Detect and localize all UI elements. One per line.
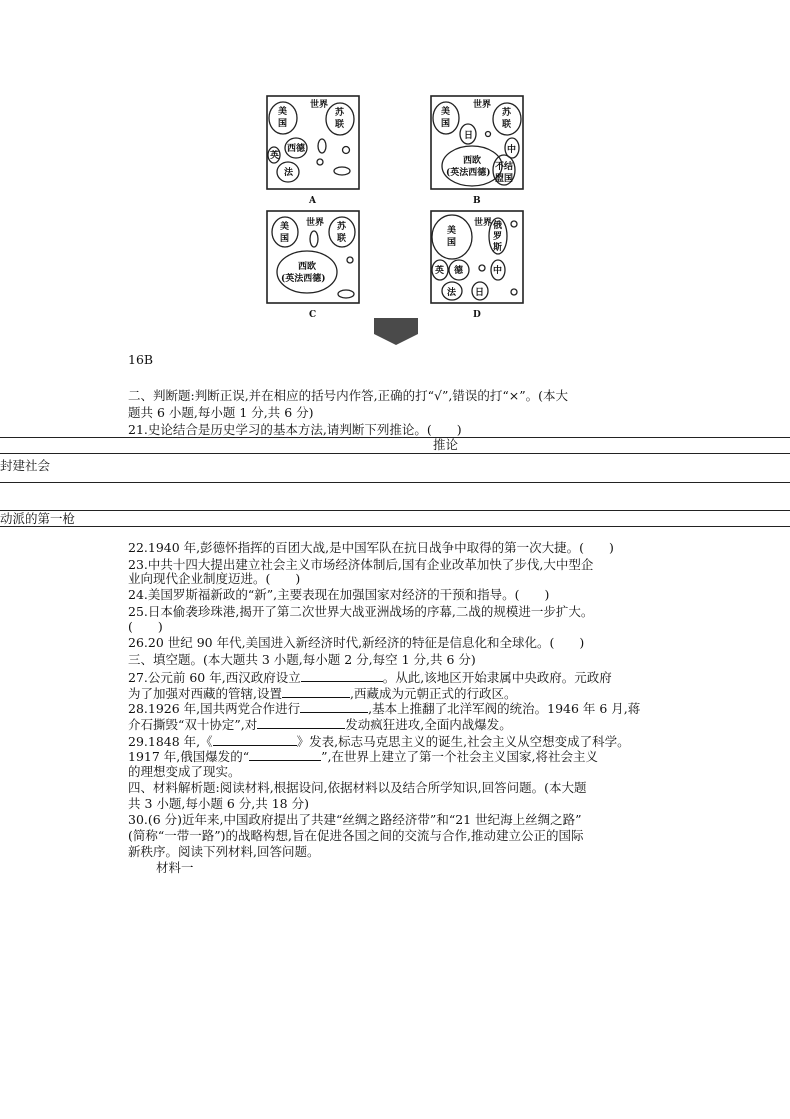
table-rule — [0, 437, 790, 438]
panel-d-germany-label: 德 — [454, 266, 464, 276]
question-29-line-2 — [128, 748, 598, 765]
panel-a-ussr-label-2: 联 — [335, 120, 345, 130]
world-pattern-diagram — [262, 92, 532, 322]
panel-a-ussr-label-1: 苏 — [335, 108, 345, 118]
question-28-line-2 — [128, 716, 512, 733]
panel-a-france-label: 法 — [284, 168, 294, 178]
chevron-down-icon[interactable] — [374, 318, 418, 346]
panel-d-france-label: 法 — [447, 288, 457, 298]
panel-b-japan-label: 日 — [464, 131, 474, 141]
panel-d-japan-label: 日 — [475, 288, 485, 298]
panel-c-usa-label-1: 美 — [280, 222, 290, 232]
q29-text-b: 》发表,标志马克思主义的诞生,社会主义从空想变成了科学。 — [296, 734, 630, 749]
panel-c-ussr-label-1: 苏 — [337, 222, 347, 232]
q28-blank-2[interactable] — [257, 716, 345, 729]
panel-d-letter: D — [473, 310, 481, 320]
panel-c-usa-label-2: 国 — [280, 234, 290, 244]
panel-d-china-label: 中 — [493, 266, 503, 276]
question-27-line-1 — [128, 669, 612, 686]
panel-a-uk-label: 英 — [270, 151, 280, 161]
q28-blank-1[interactable] — [300, 700, 368, 713]
q27-text-c: 为了加强对西藏的管辖,设置 — [128, 686, 282, 701]
panel-d-usa-label-2: 国 — [447, 238, 457, 248]
panel-d-russia-label-2: 罗 — [493, 232, 503, 242]
question-25-line-2: ( ) — [128, 619, 163, 634]
panel-b-western-europe-label: 西欧 — [463, 156, 482, 166]
question-30-line-2: (简称“一带一路”)的战略构想,旨在促进各国之间的交流与合作,推动建立公正的国际 — [128, 828, 584, 843]
q27-text-d: ,西藏成为元朝正式的行政区。 — [349, 686, 517, 701]
q27-text-b: 。从此,该地区开始隶属中央政府。元政府 — [382, 670, 612, 685]
question-25-line-1: 25.日本偷袭珍珠港,揭开了第二次世界大战亚洲战场的序幕,二战的规模进一步扩大。 — [128, 604, 594, 619]
question-30-line-1: 30.(6 分)近年来,中国政府提出了共建“丝绸之路经济带”和“21 世纪海上丝绸之路” — [128, 812, 582, 827]
panel-b-western-europe-members: (英法西德) — [446, 168, 491, 178]
panel-c-western-europe-label: 西欧 — [298, 262, 317, 272]
panel-a-usa-label-2: 国 — [278, 119, 288, 129]
question-23-line-1: 23.中共十四大提出建立社会主义市场经济体制后,国有企业改革加快了步伐,大中型企 — [128, 557, 594, 572]
material-one-label: 材料一 — [156, 860, 194, 875]
q29-blank-1[interactable] — [213, 733, 297, 746]
question-26: 26.20 世纪 90 年代,美国进入新经济时代,新经济的特征是信息化和全球化。( ) — [128, 635, 585, 650]
question-24: 24.美国罗斯福新政的“新”,主要表现在加强国家对经济的干预和指导。( ) — [128, 587, 550, 602]
panel-b-letter: B — [473, 196, 481, 206]
question-22: 22.1940 年,彭德怀指挥的百团大战,是中国军队在抗日战争中取得的第一次大捷。( ) — [128, 540, 614, 555]
section-4-heading-line-1: 四、材料解析题:阅读材料,根据设问,依据材料以及结合所学知识,回答问题。(本大题 — [128, 780, 587, 795]
question-21: 21.史论结合是历史学习的基本方法,请判断下列推论。( ) — [128, 422, 462, 437]
panel-d-usa-label-1: 美 — [447, 226, 457, 236]
table-rule — [0, 453, 790, 454]
q28-text-a: 28.1926 年,国共两党合作进行 — [128, 701, 301, 716]
panel-c-letter: C — [309, 310, 317, 320]
table-rule — [0, 510, 790, 511]
question-23-line-2: 业向现代企业制度迈进。( ) — [128, 571, 301, 586]
q28-text-b: ,基本上推翻了北洋军阀的统治。1946 年 6 月,蒋 — [368, 701, 641, 716]
panel-d-uk-label: 英 — [435, 266, 445, 276]
panel-b-china-label: 中 — [507, 145, 517, 155]
panel-c-western-europe-members: (英法西德) — [281, 274, 326, 284]
panel-c-ussr-label-2: 联 — [337, 234, 347, 244]
panel-a-world-label: 世界 — [310, 100, 329, 110]
table-cell-row-1: 封建社会 — [0, 458, 51, 473]
panel-b-usa-label-1: 美 — [441, 107, 451, 117]
q27-text-a: 27.公元前 60 年,西汉政府设立 — [128, 670, 301, 685]
table-rule — [0, 526, 790, 527]
q29-blank-2[interactable] — [249, 748, 321, 761]
panel-d-russia-label-3: 斯 — [493, 243, 503, 253]
question-29-line-3: 的理想变成了现实。 — [128, 764, 241, 779]
panel-d-russia-label-1: 俄 — [493, 221, 503, 231]
q27-blank-2[interactable] — [282, 685, 350, 698]
panel-a-west-germany-label: 西德 — [287, 144, 306, 154]
question-30-line-3: 新秩序。阅读下列材料,回答问题。 — [128, 844, 320, 859]
table-rule — [0, 482, 790, 483]
answer-note: 16B — [128, 352, 154, 367]
section-4-heading-line-2: 共 3 小题,每小题 6 分,共 18 分) — [128, 796, 309, 811]
panel-a-usa-label-1: 美 — [278, 107, 288, 117]
section-3-heading: 三、填空题。(本大题共 3 小题,每小题 2 分,每空 1 分,共 6 分) — [128, 652, 476, 667]
panel-a-letter: A — [309, 196, 316, 206]
panel-d-world-label: 世界 — [474, 218, 493, 228]
panel-b-non-aligned-label-2: 盟国 — [495, 174, 514, 184]
panel-b-world-label: 世界 — [473, 100, 492, 110]
panel-c-world-label: 世界 — [306, 218, 325, 228]
q29-text-c: 1917 年,俄国爆发的“ — [128, 749, 250, 764]
question-28-line-1 — [128, 700, 640, 717]
panel-b-ussr-label-2: 联 — [502, 120, 512, 130]
q29-text-a: 29.1848 年,《 — [128, 734, 213, 749]
section-2-heading-line-1: 二、判断题:判断正误,并在相应的括号内作答,正确的打“√”,错误的打“×”。(本大 — [128, 388, 569, 403]
table-cell-row-2: 动派的第一枪 — [0, 511, 76, 526]
table-header-inference: 推论 — [433, 437, 459, 452]
panel-b-usa-label-2: 国 — [441, 119, 451, 129]
q29-text-d: ”,在世界上建立了第一个社会主义国家,将社会主义 — [321, 749, 598, 764]
panel-b-non-aligned-label-1: 不结 — [495, 162, 514, 172]
section-2-heading-line-2: 题共 6 小题,每小题 1 分,共 6 分) — [128, 405, 314, 420]
panel-b-ussr-label-1: 苏 — [502, 108, 512, 118]
q28-text-c: 介石撕毁“双十协定”,对 — [128, 717, 258, 732]
q28-text-d: 发动疯狂进攻,全面内战爆发。 — [345, 717, 512, 732]
q27-blank-1[interactable] — [301, 669, 383, 682]
